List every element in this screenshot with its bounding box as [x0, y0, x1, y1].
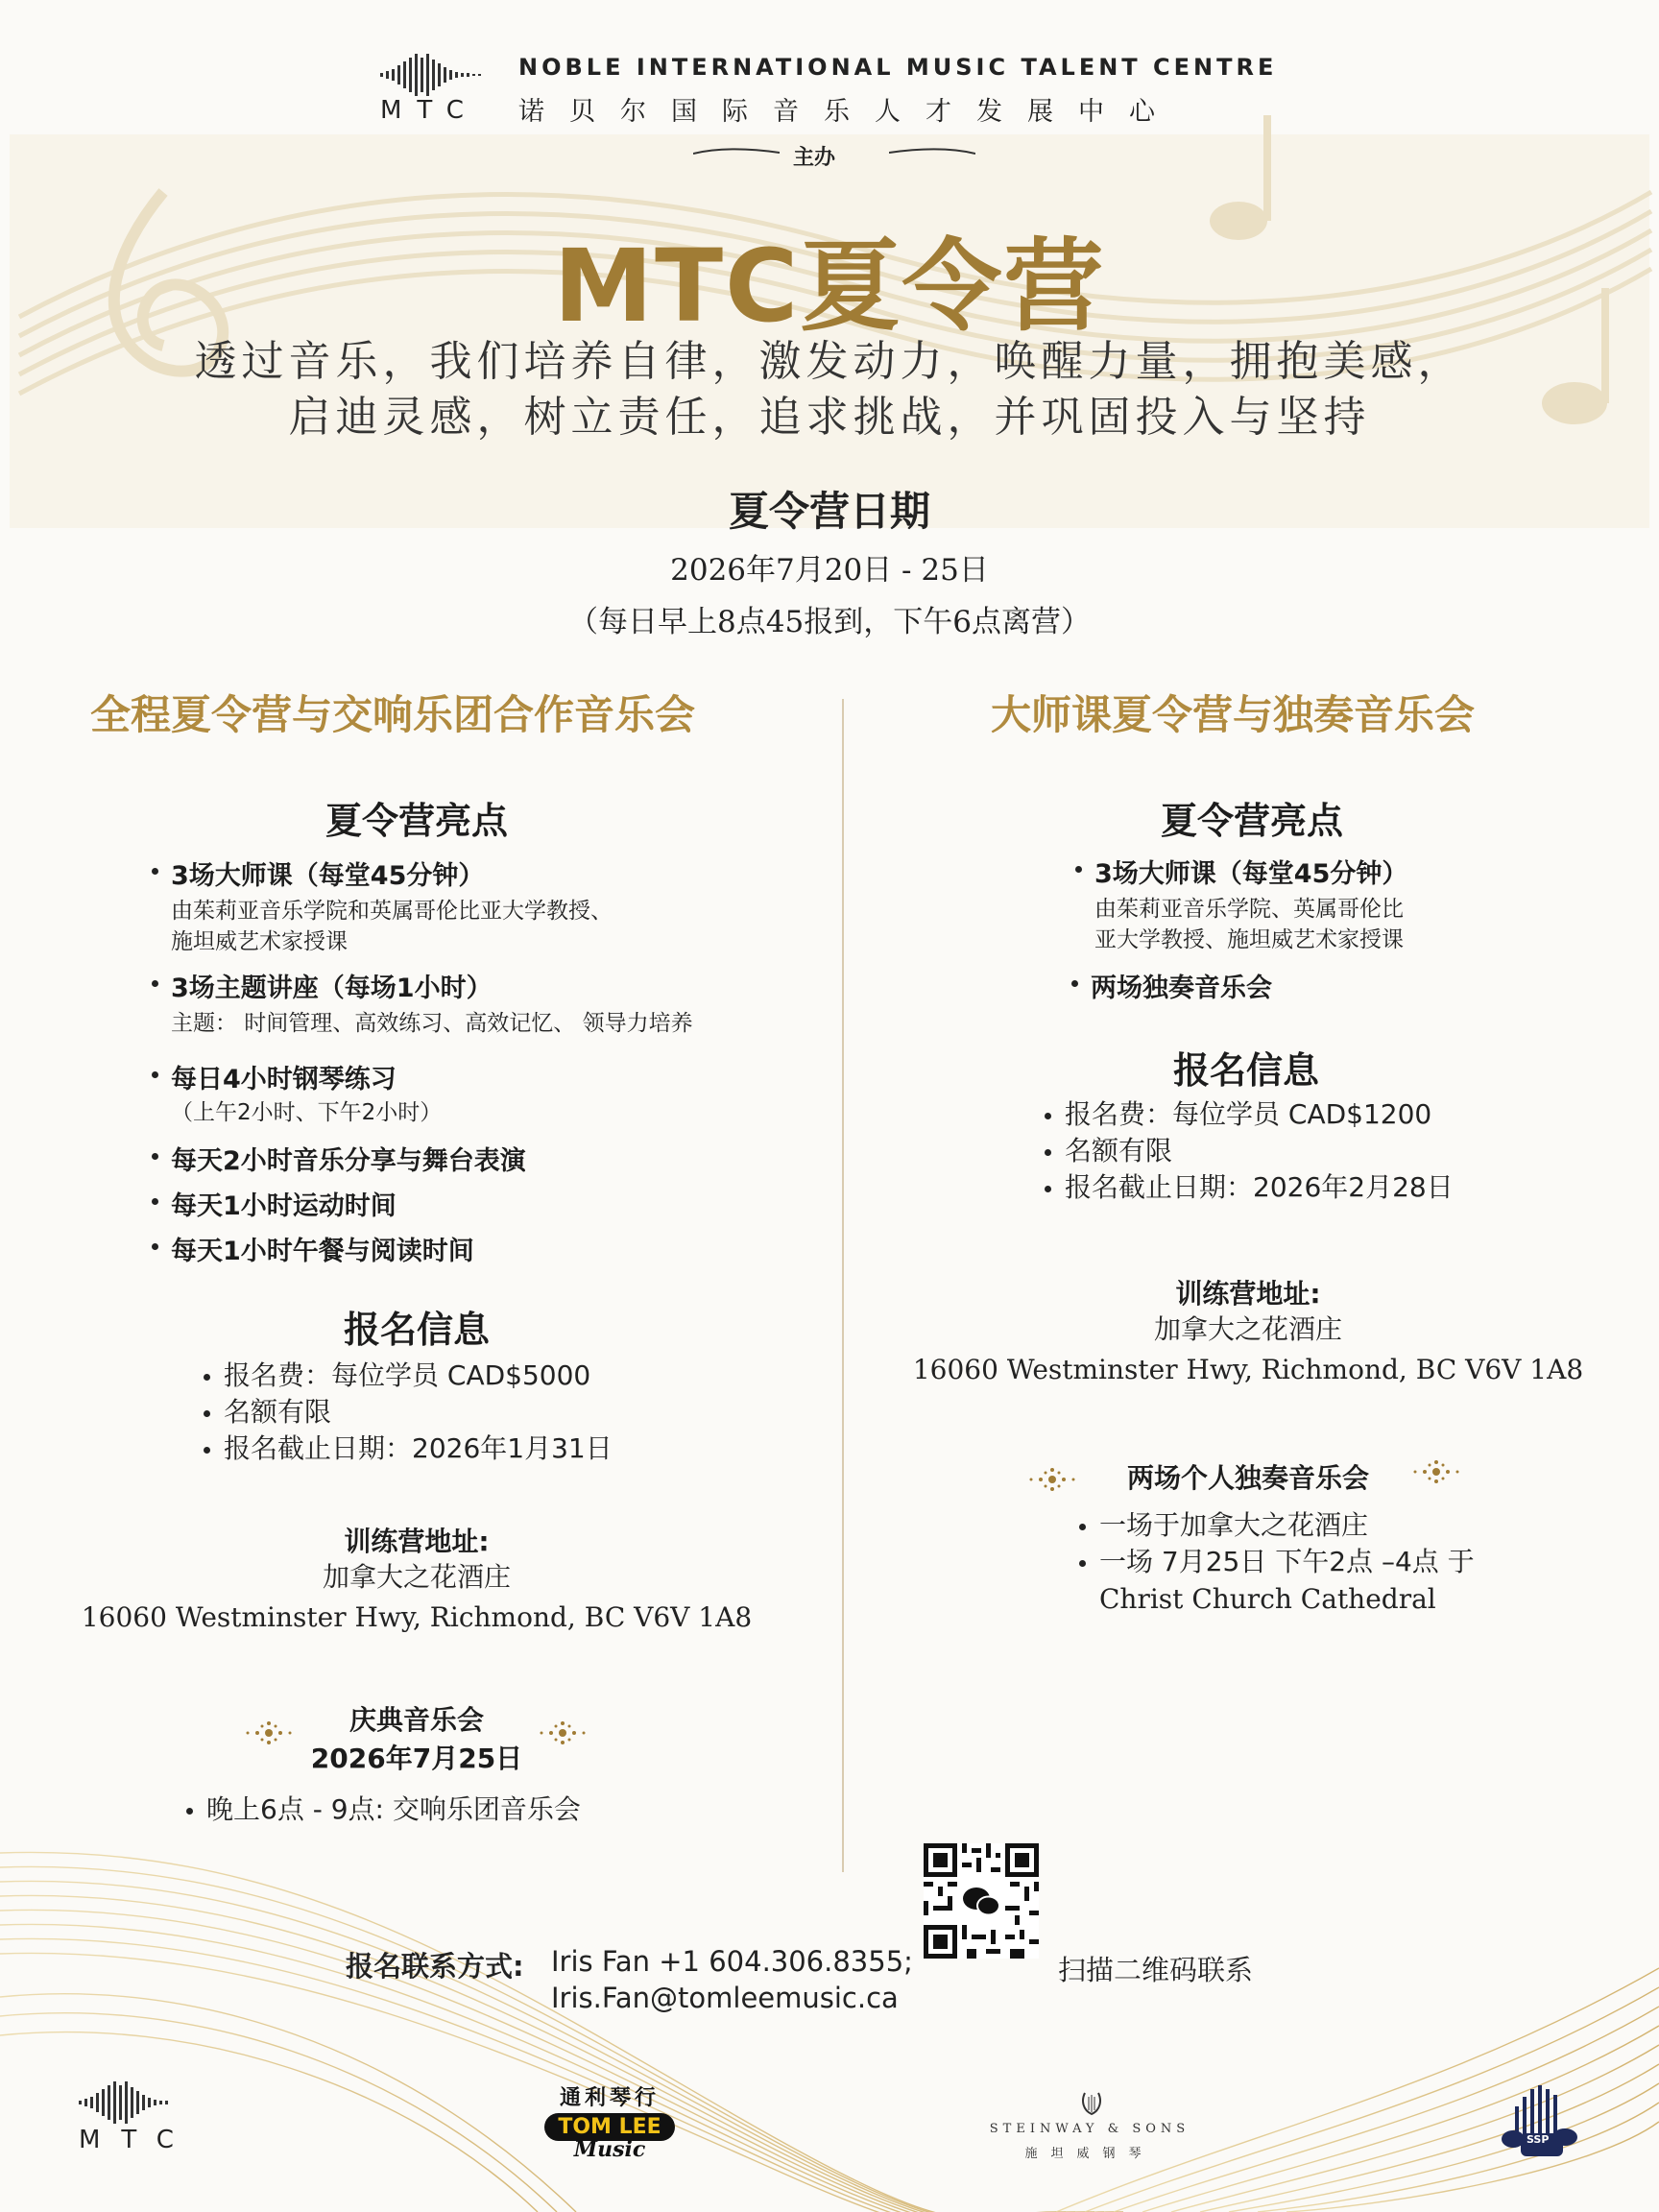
mtc-logo-text: MTC — [380, 96, 479, 125]
org-name-cn: 诺贝尔国际音乐人才发展中心 — [518, 97, 1180, 127]
dates-heading: 夏令营日期 — [728, 488, 930, 535]
list-item — [1045, 1169, 1454, 1206]
highlight-sub: 由茱莉亚音乐学院、英属哥伦比 — [1094, 897, 1404, 922]
tomlee-en-text: TOM LEE — [558, 2115, 661, 2139]
concert-venue: Christ Church Cathedral — [1099, 1583, 1436, 1615]
page-title: MTC夏令营 — [553, 228, 1106, 345]
left-address-name: 加拿大之花酒庄 — [322, 1561, 511, 1593]
list-item — [171, 1058, 824, 1128]
dates-daily: （每日早上8点45报到，下午6点离营） — [568, 605, 1091, 639]
qr-caption: 扫描二维码联系 — [1058, 1954, 1254, 1986]
list-item — [204, 1394, 613, 1431]
right-address-line: 16060 Westminster Hwy, Richmond, BC V6V 1A8 — [912, 1354, 1584, 1385]
list-item — [1079, 1507, 1475, 1544]
column-divider — [842, 699, 844, 1872]
steinway-en-text: STEINWAY & SONS — [989, 2122, 1190, 2136]
right-address-name: 加拿大之花酒庄 — [1153, 1313, 1342, 1345]
left-reg-list — [204, 1358, 613, 1467]
tomlee-music-text: Music — [573, 2137, 646, 2162]
list-item — [1045, 1096, 1454, 1133]
left-concert-item — [186, 1791, 581, 1828]
concert-item-text: 晚上6点 - 9点: 交响乐团音乐会 — [206, 1793, 581, 1825]
right-concert-list — [1079, 1507, 1475, 1619]
highlight-sub: 施坦威艺术家授课 — [171, 929, 348, 954]
left-highlights-list — [171, 854, 824, 1267]
right-reg-list — [1045, 1096, 1454, 1206]
highlight-main: 3场大师课（每堂45分钟） — [171, 861, 485, 891]
list-item — [171, 1230, 824, 1267]
highlight-main: 3场大师课（每堂45分钟） — [1094, 859, 1408, 889]
list-item — [204, 1358, 613, 1394]
highlight-main: 两场独奏音乐会 — [1091, 974, 1272, 1003]
contact-name-phone[interactable]: Iris Fan +1 604.306.8355; — [551, 1945, 913, 1978]
concert-item-text: 一场于加拿大之花酒庄 — [1099, 1509, 1369, 1541]
highlight-main: 3场主题讲座（每场1小时） — [171, 974, 493, 1003]
contact-email[interactable]: Iris.Fan@tomleemusic.ca — [551, 1982, 899, 2014]
reg-limit: 名额有限 — [1065, 1135, 1173, 1166]
highlight-sub: （上午2小时、下午2小时） — [171, 1100, 443, 1125]
list-item — [1091, 967, 1609, 1004]
left-concert-date: 2026年7月25日 — [310, 1743, 523, 1774]
highlight-main: 每日4小时钢琴练习 — [171, 1065, 397, 1094]
highlight-main: 每天1小时午餐与阅读时间 — [171, 1237, 474, 1266]
mtc-footer-waveform-icon — [79, 2081, 186, 2124]
right-reg-heading: 报名信息 — [1172, 1049, 1319, 1092]
list-item — [171, 854, 824, 957]
slogan-line-1: 透过音乐，我们培养自律，激发动力，唤醒力量，拥抱美感， — [194, 337, 1465, 386]
list-item — [171, 1185, 824, 1222]
tomlee-cn-text: 通利琴行 — [559, 2085, 660, 2110]
highlight-sub: 主题： 时间管理、高效练习、高效记忆、 领导力培养 — [171, 1011, 693, 1036]
tomlee-logo — [538, 2081, 682, 2162]
right-highlights-list — [1091, 853, 1613, 1004]
sparkle-right-icon — [534, 1719, 591, 1747]
highlight-main: 每天1小时运动时间 — [171, 1191, 397, 1221]
highlight-main: 每天2小时音乐分享与舞台表演 — [171, 1146, 526, 1176]
left-address-line: 16060 Westminster Hwy, Richmond, BC V6V 1A8 — [81, 1601, 753, 1633]
reg-fee: 报名费：每位学员 CAD$5000 — [224, 1359, 591, 1391]
mtc-footer-text: MTC — [79, 2126, 195, 2154]
highlight-sub: 亚大学教授、施坦威艺术家授课 — [1094, 927, 1404, 952]
left-highlights-heading: 夏令营亮点 — [325, 800, 508, 842]
steinway-lyre-icon — [1077, 2089, 1106, 2118]
concert-item-text: 一场 7月25日 下午2点 –4点 于 — [1099, 1546, 1475, 1577]
left-reg-heading: 报名信息 — [343, 1309, 490, 1351]
left-address-heading: 训练营地址: — [344, 1526, 490, 1557]
left-column-heading: 全程夏令营与交响乐团合作音乐会 — [90, 691, 696, 738]
right-address-heading: 训练营地址: — [1175, 1278, 1321, 1310]
steinway-cn-text: 施坦威钢琴 — [1024, 2147, 1155, 2161]
contact-label: 报名联系方式: — [346, 1950, 524, 1983]
host-label: 主办 — [793, 146, 836, 170]
host-ornament-right-icon — [889, 144, 975, 159]
org-name-en: NOBLE INTERNATIONAL MUSIC TALENT CENTRE — [518, 54, 1278, 81]
list-item — [1094, 853, 1613, 955]
reg-deadline: 报名截止日期：2026年2月28日 — [1065, 1171, 1454, 1203]
right-highlights-heading: 夏令营亮点 — [1160, 800, 1343, 842]
sparkle-right-icon — [1407, 1457, 1465, 1486]
reg-deadline: 报名截止日期：2026年1月31日 — [224, 1432, 613, 1464]
right-column-heading: 大师课夏令营与独奏音乐会 — [991, 691, 1476, 738]
slogan-line-2: 启迪灵感，树立责任，追求挑战，并巩固投入与坚持 — [288, 393, 1371, 442]
right-concert-heading: 两场个人独奏音乐会 — [1126, 1462, 1369, 1494]
list-item — [1045, 1133, 1454, 1169]
highlight-sub: 由茱莉亚音乐学院和英属哥伦比亚大学教授、 — [171, 899, 613, 924]
reg-fee: 报名费：每位学员 CAD$1200 — [1065, 1098, 1432, 1130]
dates-range: 2026年7月20日 - 25日 — [670, 553, 989, 588]
wechat-qr-code-icon[interactable] — [924, 1843, 1039, 1959]
list-item — [171, 967, 824, 1039]
list-item — [204, 1431, 613, 1467]
ssp-logo-icon — [1494, 2080, 1586, 2172]
reg-limit: 名额有限 — [224, 1396, 332, 1428]
left-concert-heading: 庆典音乐会 — [349, 1704, 484, 1736]
list-item — [171, 1140, 824, 1177]
mtc-logo-waveform-icon — [380, 54, 488, 96]
ssp-text: SSP — [1527, 2133, 1550, 2146]
host-ornament-left-icon — [693, 144, 780, 159]
list-item — [1079, 1544, 1475, 1580]
